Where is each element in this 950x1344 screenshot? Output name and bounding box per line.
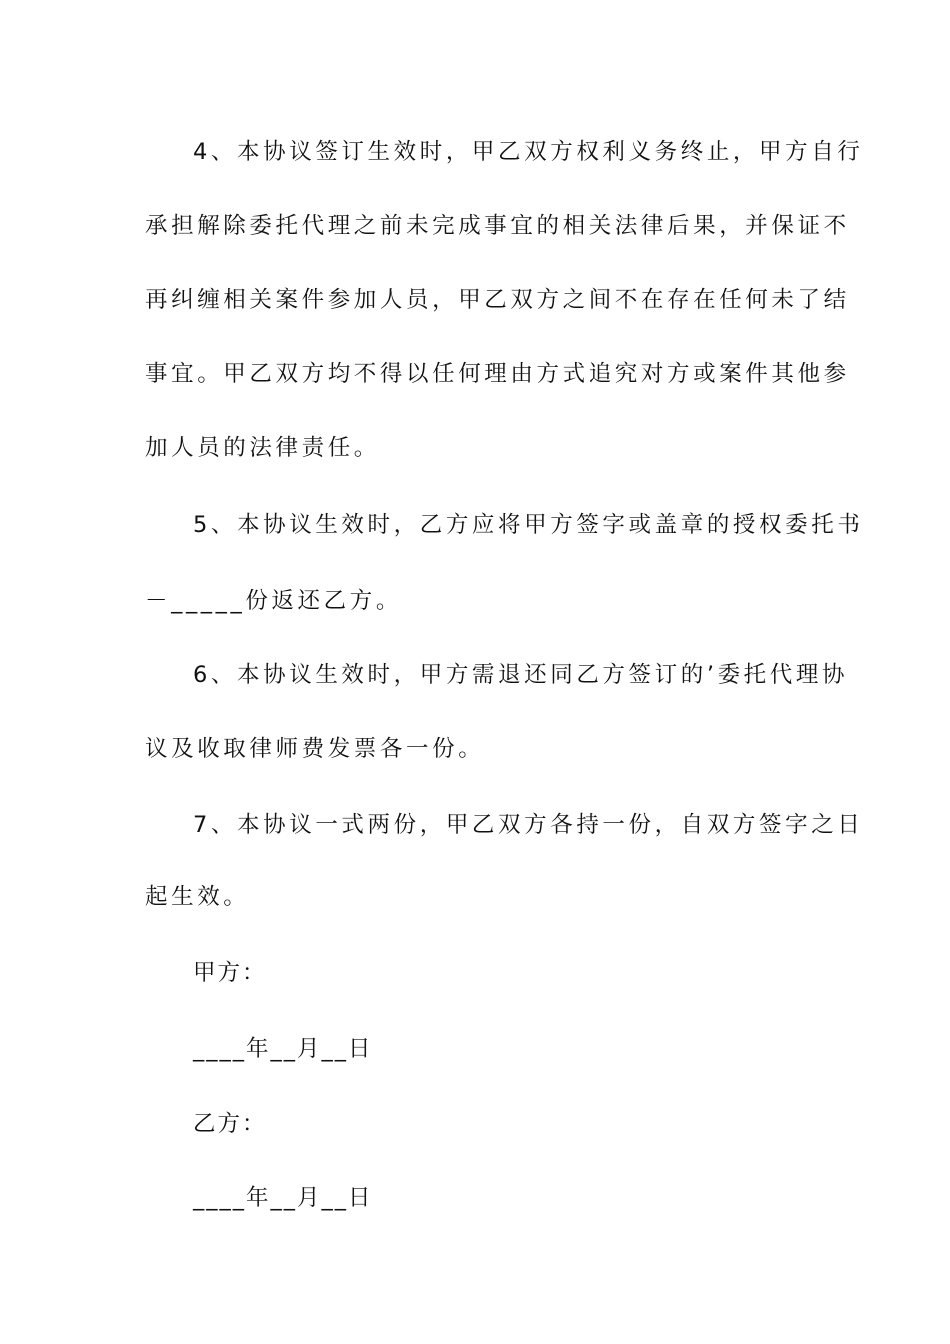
clause-4-line-4: 事宜。甲乙双方均不得以任何理由方式追究对方或案件其他参	[145, 361, 850, 387]
clause-6-line-2: 议及收取律师费发票各一份。	[145, 736, 485, 762]
clause-4-line-1: 4、本协议签订生效时，甲乙双方权利义务终止，甲方自行	[193, 139, 864, 165]
clause-4-line-3: 再纠缠相关案件参加人员，甲乙双方之间不在存在任何未了结	[145, 287, 850, 313]
party-b-date: ____年__月__日	[193, 1185, 373, 1211]
clause-6-line-1: 6、本协议生效时，甲方需退还同乙方签订的’委托代理协	[193, 662, 849, 688]
party-a-date: ____年__月__日	[193, 1036, 373, 1062]
clause-7-line-1: 7、本协议一式两份，甲乙双方各持一份，自双方签字之日	[193, 812, 864, 838]
party-a-label: 甲方：	[193, 960, 267, 986]
clause-7-line-2: 起生效。	[145, 884, 250, 910]
clause-4-line-5: 加人员的法律责任。	[145, 435, 380, 461]
party-b-label: 乙方：	[193, 1111, 267, 1137]
clause-5-line-1: 5、本协议生效时，乙方应将甲方签字或盖章的授权委托书	[193, 512, 864, 538]
clause-5-line-2: －_____份返还乙方。	[145, 588, 402, 614]
clause-4-line-2: 承担解除委托代理之前未完成事宜的相关法律后果，并保证不	[145, 213, 850, 239]
